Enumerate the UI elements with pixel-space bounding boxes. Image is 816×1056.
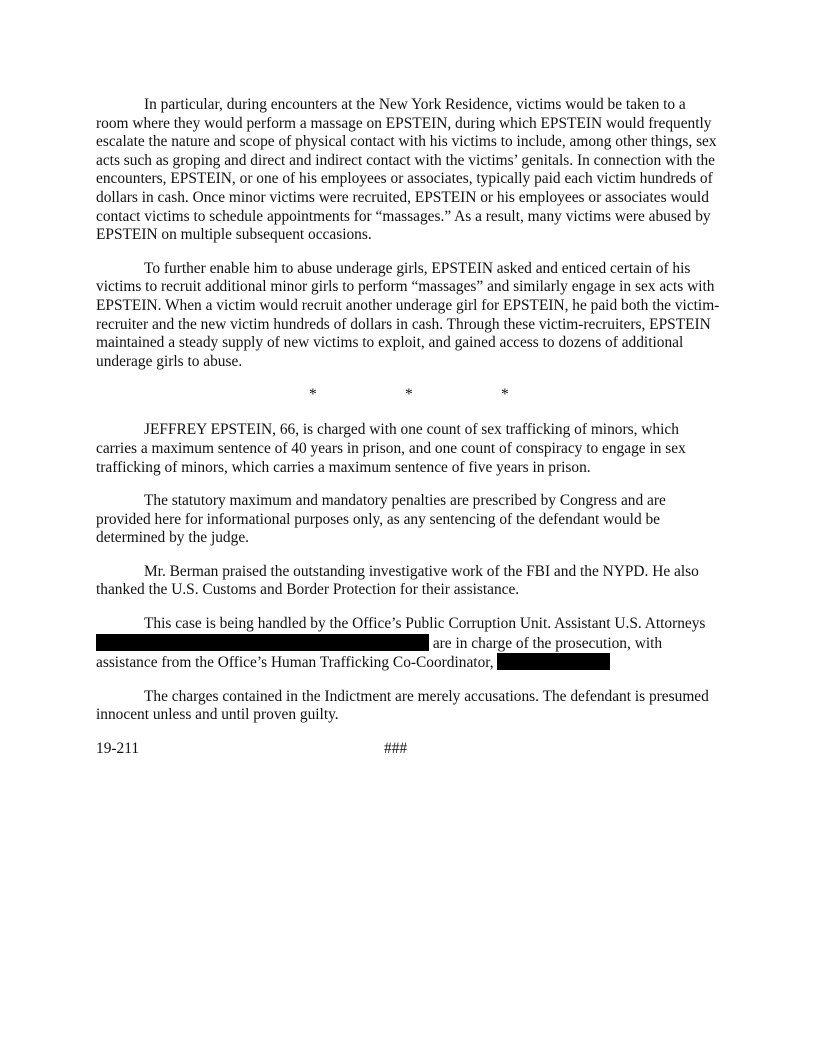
case-handling-text-2: are in charge of the prosecution, with assistance from the Office’s Human Trafficking Co-Coordinator, xyxy=(96,634,663,672)
case-handling-text-1: This case is being handled by the Office’s Public Corruption Unit. Assistant U.S. Attorneys xyxy=(144,615,706,633)
paragraph-penalties: The statutory maximum and mandatory penalties are prescribed by Congress and are provided here for informational purposes only, as any sentencing of the defendant would be determined by the judge. xyxy=(96,492,666,547)
paragraph-charges: JEFFREY EPSTEIN, 66, is charged with one count of sex trafficking of minors, which carries a maximum sentence of 40 years in prison, and one count of conspiracy to engage in sex trafficking of minors, which carries a maximum sentence of five years in prison. xyxy=(96,421,686,476)
paragraph-new-york-residence: In particular, during encounters at the New York Residence, victims would be taken to a room where they would perform a massage on EPSTEIN, during which EPSTEIN would frequently escalate the nature and scope of physical contact with his victims to include, among other things, sex acts such as groping and direct and indirect contact with the victims’ genitals. In connection with the encounters, EPSTEIN, or one of his employees or associates, typically paid each victim hundreds of dollars in cash. Once minor victims were recruited, EPSTEIN or his employees or associates would contact victims to schedule appointments for “massages.” As a result, many victims were abused by EPSTEIN on multiple subsequent occasions. xyxy=(96,96,717,244)
end-mark: ### xyxy=(384,740,408,758)
paragraph-victim-recruiters: To further enable him to abuse underage girls, EPSTEIN asked and enticed certain of his victims to recruit additional minor girls to perform “massages” and similarly engage in sex acts with EPSTEIN. When a victim would recruit another underage girl for EPSTEIN, he paid both the victim-recruiter and the new victim hundreds of dollars in cash. Through these victim-recruiters, EPSTEIN maintained a steady supply of new victims to exploit, and gained access to dozens of additional underage girls to abuse. xyxy=(96,259,720,370)
section-separator xyxy=(96,386,720,404)
paragraph-case-handling xyxy=(96,615,720,673)
paragraph-acknowledgments: Mr. Berman praised the outstanding investigative work of the FBI and the NYPD. He also thanked the U.S. Customs and Border Protection for their assistance. xyxy=(96,562,699,599)
separator-star: * xyxy=(501,386,509,404)
separator-star: * xyxy=(309,386,317,404)
redaction-box-attorneys xyxy=(96,634,429,651)
press-release-page xyxy=(96,96,720,759)
footer xyxy=(96,740,720,759)
separator-star: * xyxy=(405,386,413,404)
redaction-box-coordinator xyxy=(497,653,610,670)
release-number: 19-211 xyxy=(96,740,140,758)
paragraph-presumption-of-innocence: The charges contained in the Indictment are merely accusations. The defendant is presumed innocent unless and until proven guilty. xyxy=(96,687,709,724)
